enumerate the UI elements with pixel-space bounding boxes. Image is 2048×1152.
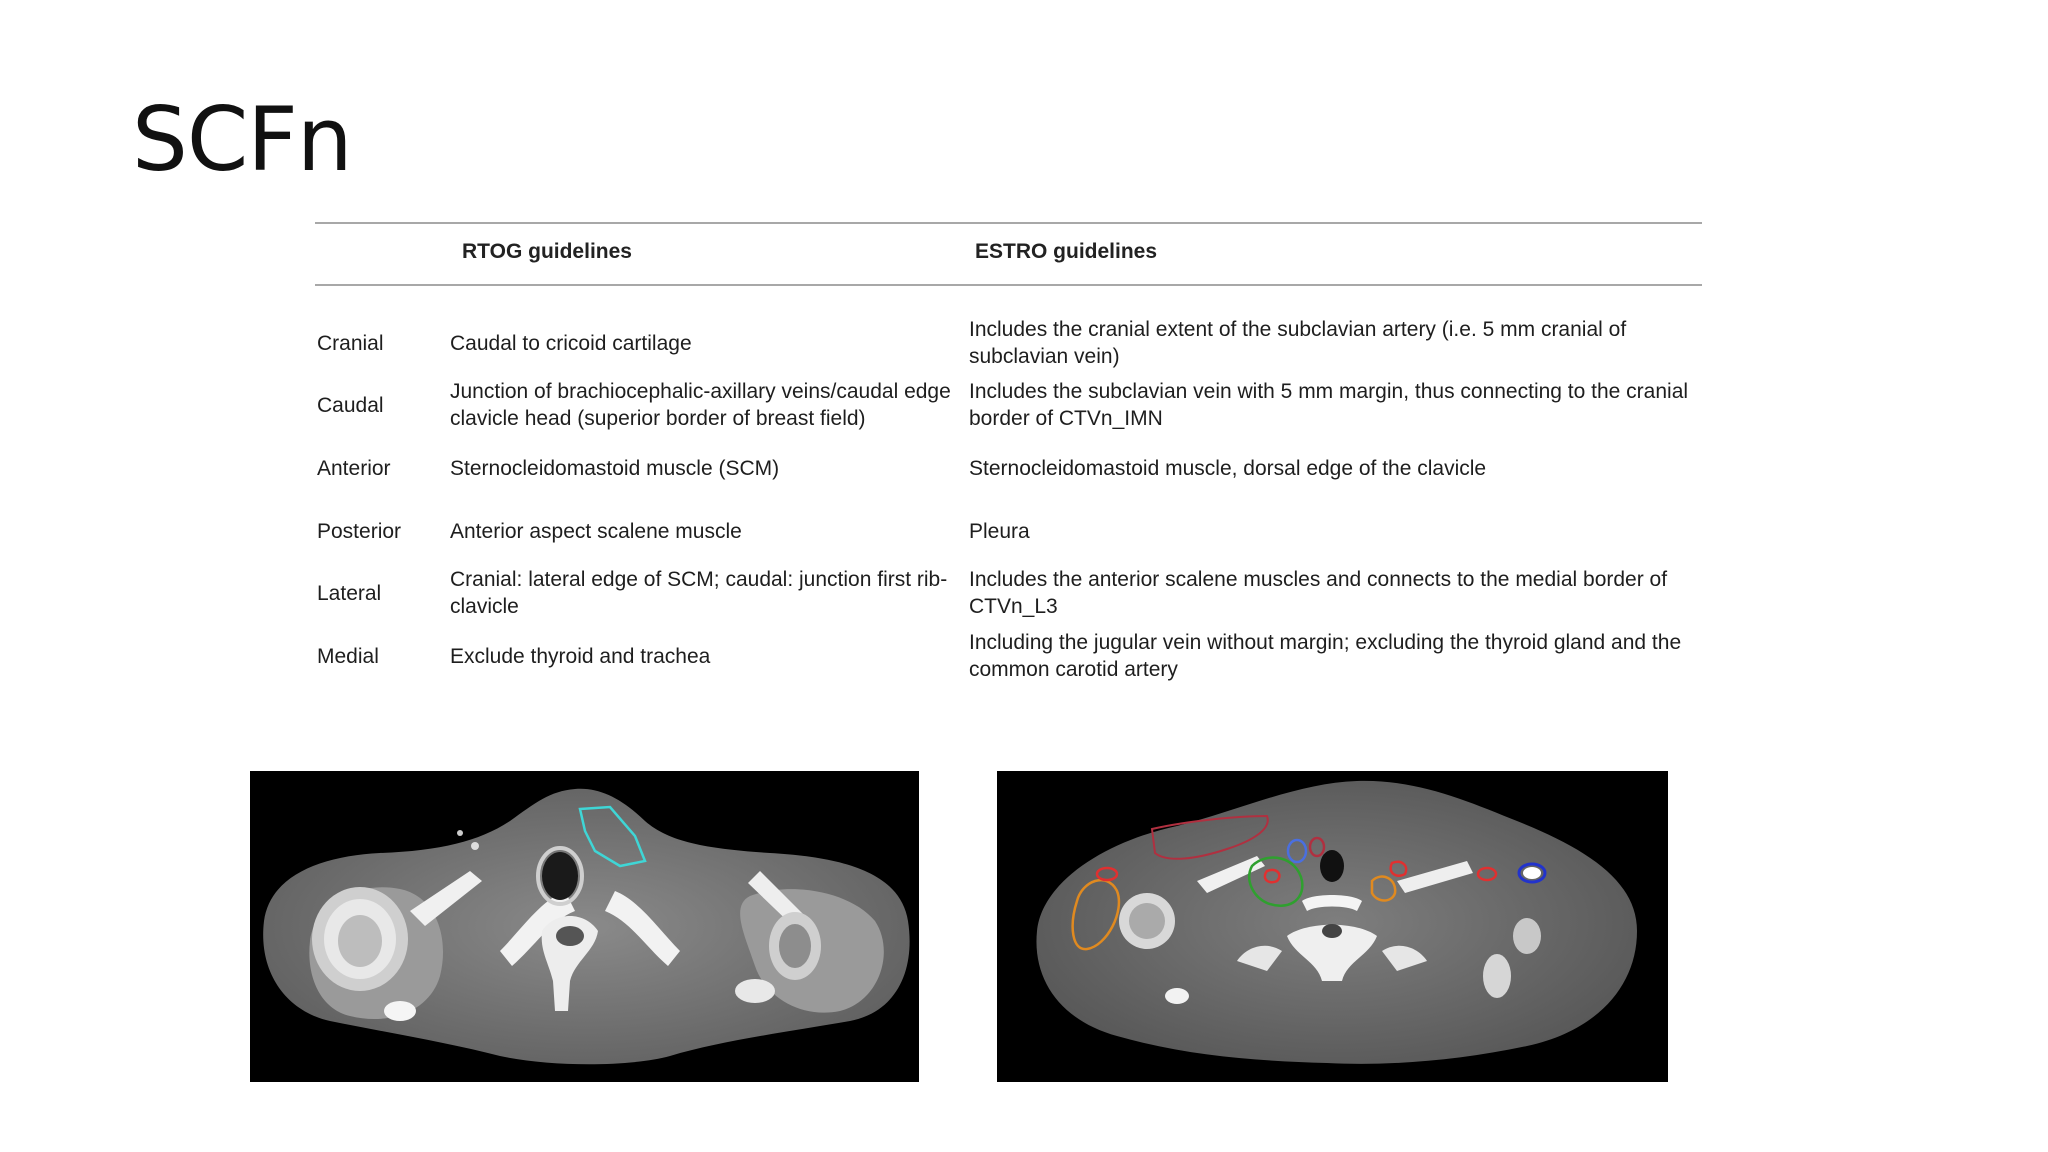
table-row xyxy=(315,437,1702,499)
row-label: Medial xyxy=(317,644,379,668)
estro-cell: Includes the subclavian vein with 5 mm margin, thus connecting to the cranial border of CTVn_IMN xyxy=(969,380,1689,430)
row-label: Posterior xyxy=(317,519,402,543)
table-row xyxy=(315,374,1702,436)
table-row xyxy=(315,500,1702,562)
header-rtog: RTOG guidelines xyxy=(462,240,632,263)
header-estro: ESTRO guidelines xyxy=(975,240,1158,263)
ct-scan-rtog-image xyxy=(250,771,919,1082)
rtog-cell: Exclude thyroid and trachea xyxy=(450,644,711,668)
estro-cell: Includes the anterior scalene muscles and connects to the medial border of CTVn_L3 xyxy=(969,568,1668,618)
row-label: Cranial xyxy=(317,331,384,355)
rtog-cell: Caudal to cricoid cartilage xyxy=(450,331,692,355)
estro-cell: Includes the cranial extent of the subclavian artery (i.e. 5 mm cranial of subclavian vein) xyxy=(969,318,1627,368)
table-top-rule xyxy=(315,222,1702,224)
table-header-rule xyxy=(315,284,1702,286)
estro-cell: Pleura xyxy=(969,519,1030,543)
slide-title: SCFn xyxy=(132,88,352,191)
estro-cell: Sternocleidomastoid muscle, dorsal edge of the clavicle xyxy=(969,456,1487,480)
estro-cell: Including the jugular vein without margin; excluding the thyroid gland and the common carotid artery xyxy=(969,631,1682,681)
row-label: Caudal xyxy=(317,393,384,417)
table-row xyxy=(315,312,1702,374)
rtog-cell: Sternocleidomastoid muscle (SCM) xyxy=(450,456,780,480)
row-label: Lateral xyxy=(317,581,382,605)
rtog-cell: Junction of brachiocephalic-axillary veins/caudal edge clavicle head (superior border of breast field) xyxy=(450,380,951,430)
row-label: Anterior xyxy=(317,456,391,480)
ct-scan-estro-image xyxy=(997,771,1668,1082)
table-row xyxy=(315,625,1702,687)
table-row xyxy=(315,562,1702,624)
rtog-cell: Anterior aspect scalene muscle xyxy=(450,519,742,543)
rtog-cell: Cranial: lateral edge of SCM; caudal: junction first rib-clavicle xyxy=(450,568,948,618)
